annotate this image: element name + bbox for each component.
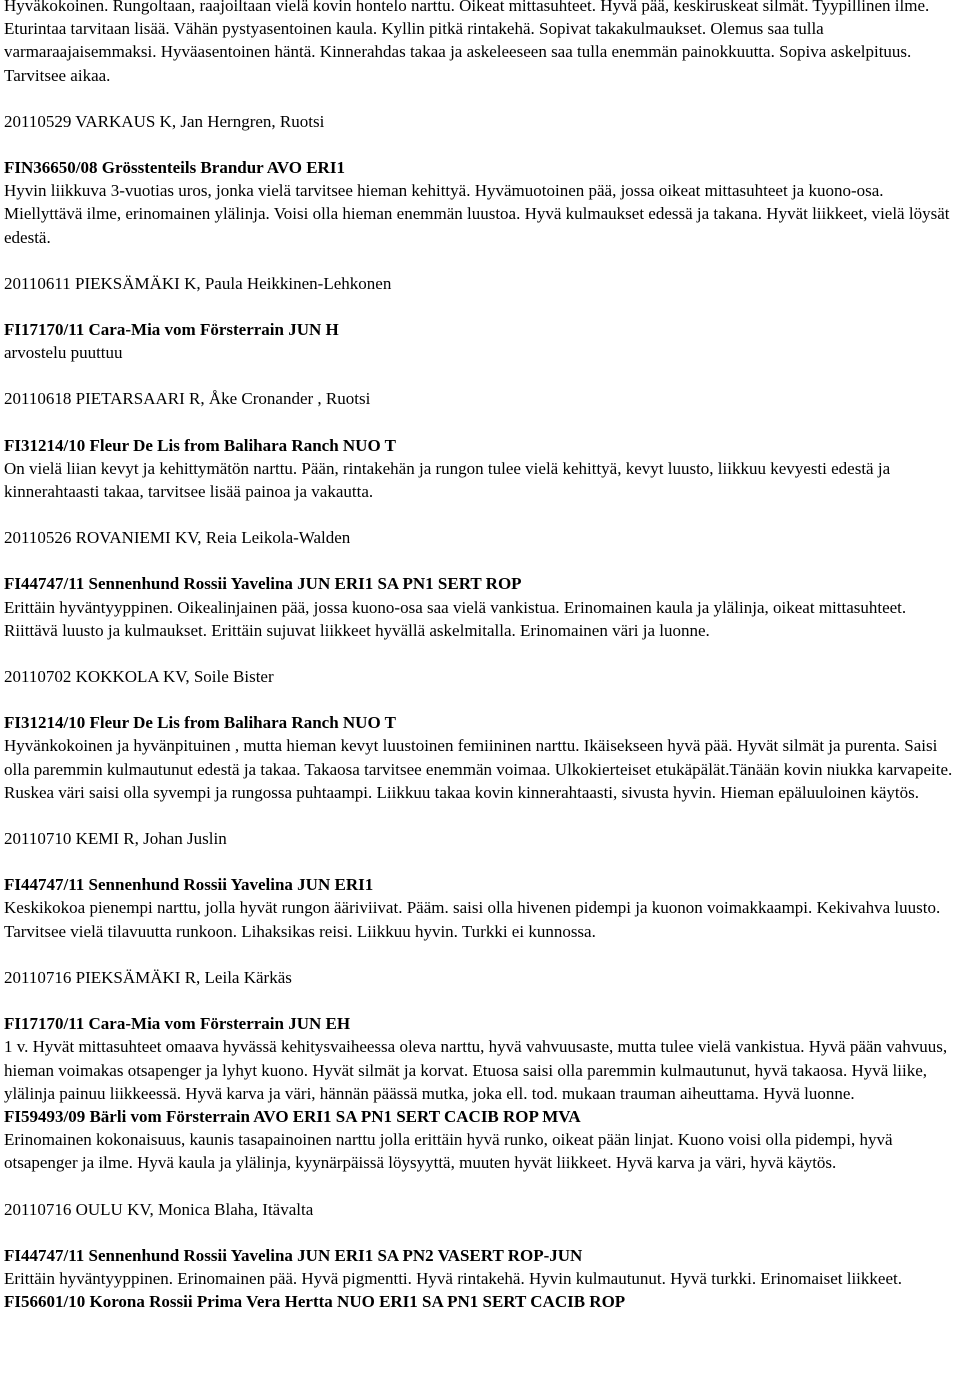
spacer <box>4 364 954 387</box>
show-header: 20110618 PIETARSAARI R, Åke Cronander , Ruotsi <box>4 389 371 409</box>
dog-critique: Erinomainen kokonaisuus, kaunis tasapainoinen narttu jolla erittäin hyvä runko, oikeat pään linjat. Kuono voisi olla pidempi, hyvä otsapenger ja ilme. Hyvä kaula ja ylälinja, kyynärpäissä löysyyttä, muuten hyvät liikkeet. Hyvä karva ja väri, hyvä käytös. <box>4 1130 893 1173</box>
dog-critique: On vielä liian kevyt ja kehittymätön narttu. Pään, rintakehän ja rungon tulee vielä kehittyä, kevyt luusto, liikkuu kevyesti edestä ja kinnerahtaasti takaa, tarvitsee lisää painoa ja vakautta. <box>4 458 891 502</box>
spacer <box>4 688 954 711</box>
dog-critique: Keskikokoa pienempi narttu, jolla hyvät rungon ääriviivat. Pääm. saisi olla hivenen pidempi ja kuonon voimakkaampi. Kekivahva luusto. Tarvitsee vielä tilavuutta runkoon. Lihaksikas reisi. Liikkuu hyvin. Turkki ei kunnossa. <box>4 898 941 941</box>
intro-critique: Hyväkokoinen. Rungoltaan, raajoiltaan vielä kovin hontelo narttu. Oikeat mittasuhteet. Hyvä pää, keskiruskeat silmät. Tyypillinen ilme. Eturintaa tarvitaan lisää. Vähän pystyasentoinen kaula. Kyllin pitkä rintakehä. Sopivat takakulmaukset. Olemus saa tulla varmaraajaisemmaksi. Hyväasentoinen häntä. Kinnerahdas takaa ja askeleeseen saa tulla enemmän painokkuutta. Sopiva askelpituus. Tarvitsee aikaa. <box>4 0 930 85</box>
show-header: 20110710 KEMI R, Johan Juslin <box>4 829 227 849</box>
dog-title: FI17170/11 Cara-Mia vom Försterrain JUN EH <box>4 1014 351 1034</box>
spacer <box>4 1175 954 1198</box>
dog-title: FI59493/09 Bärli vom Försterrain AVO ERI1 SA PN1 SERT CACIB ROP MVA <box>4 1106 581 1126</box>
show-header: 20110611 PIEKSÄMÄKI K, Paula Heikkinen-Lehkonen <box>4 273 392 293</box>
show-header: 20110529 VARKAUS K, Jan Herngren, Ruotsi <box>4 111 325 131</box>
dog-critique: Erittäin hyväntyyppinen. Erinomainen pää. Hyvä pigmentti. Hyvä rintakehä. Hyvin kulmautunut. Hyvä turkki. Erinomaiset liikkeet. <box>4 1268 902 1288</box>
spacer <box>4 989 954 1012</box>
dog-title: FI31214/10 Fleur De Lis from Balihara Ranch NUO T <box>4 435 396 455</box>
show-header: 20110716 PIEKSÄMÄKI R, Leila Kärkäs <box>4 967 292 987</box>
spacer <box>4 133 954 156</box>
spacer <box>4 943 954 966</box>
spacer <box>4 411 954 434</box>
spacer <box>4 249 954 272</box>
dog-title: FIN36650/08 Grösstenteils Brandur AVO ERI1 <box>4 158 345 178</box>
spacer <box>4 1221 954 1244</box>
show-header: 20110716 OULU KV, Monica Blaha, Itävalta <box>4 1199 314 1219</box>
spacer <box>4 503 954 526</box>
spacer <box>4 549 954 572</box>
dog-title: FI44747/11 Sennenhund Rossii Yavelina JUN ERI1 SA PN2 VASERT ROP-JUN <box>4 1245 583 1265</box>
dog-critique: arvostelu puuttuu <box>4 343 123 363</box>
dog-title: FI44747/11 Sennenhund Rossii Yavelina JUN ERI1 SA PN1 SERT ROP <box>4 574 522 594</box>
dog-critique: Erittäin hyväntyyppinen. Oikealinjainen pää, jossa kuono-osa saa vielä vankistua. Erinomainen kaula ja ylälinja, oikeat mittasuhteet. Riittävä luusto ja kulmaukset. Erittäin sujuvat liikkeet hyvällä askelmitalla. Erinomainen väri ja luonne. <box>4 597 907 640</box>
dog-title: FI17170/11 Cara-Mia vom Försterrain JUN H <box>4 320 339 340</box>
spacer <box>4 295 954 318</box>
show-header: 20110702 KOKKOLA KV, Soile Bister <box>4 667 274 687</box>
spacer <box>4 804 954 827</box>
dog-title: FI44747/11 Sennenhund Rossii Yavelina JUN ERI1 <box>4 875 374 895</box>
dog-title: FI31214/10 Fleur De Lis from Balihara Ranch NUO T <box>4 713 396 733</box>
dog-critique: 1 v. Hyvät mittasuhteet omaava hyvässä kehitysvaiheessa oleva narttu, hyvä vahvuusaste, mutta tulee vielä vankistua. Hyvä pään vahvuus, hieman voimakas otsapenger ja lyhyt kuono. Hyvät silmät ja korvat. Etuosa saisi olla paremmin kulmautunut, hyvä takaosa. Hyvä liike, ylälinja painuu liikkeessä. Hyvä karva ja väri, hännän päässä mutka, joka ell. tod. mukaan trauman aiheuttama. Hyvä luonne. <box>4 1037 948 1103</box>
show-header: 20110526 ROVANIEMI KV, Reia Leikola-Walden <box>4 528 351 548</box>
dog-title: FI56601/10 Korona Rossii Prima Vera Hertta NUO ERI1 SA PN1 SERT CACIB ROP <box>4 1292 626 1312</box>
spacer <box>4 642 954 665</box>
dog-critique: Hyvin liikkuva 3-vuotias uros, jonka vielä tarvitsee hieman kehittyä. Hyvämuotoinen pää, jossa oikeat mittasuhteet ja kuono-osa. Miellyttävä ilme, erinomainen ylälinja. Voisi olla hieman enemmän luustoa. Hyvä kulmaukset edessä ja takana. Hyvät liikkeet, vielä löysät edestä. <box>4 181 950 247</box>
spacer <box>4 87 954 110</box>
spacer <box>4 850 954 873</box>
dog-critique: Hyvänkokoinen ja hyvänpituinen , mutta hieman kevyt luustoinen femiininen narttu. Ikäisekseen hyvä pää. Hyvät silmät ja purenta. Saisi olla paremmin kulmautunut edestä ja takaa. Takaosa tarvitsee enemmän voimaa. Ulkokierteiset etukäpälät.Tänään kovin niukka karvapeite. Ruskea väri saisi olla syvempi ja rungossa puhtaampi. Liikkuu takaa kovin kinnerahtaasti, sivusta hyvin. Hieman epäluuloinen käytös. <box>4 736 953 802</box>
